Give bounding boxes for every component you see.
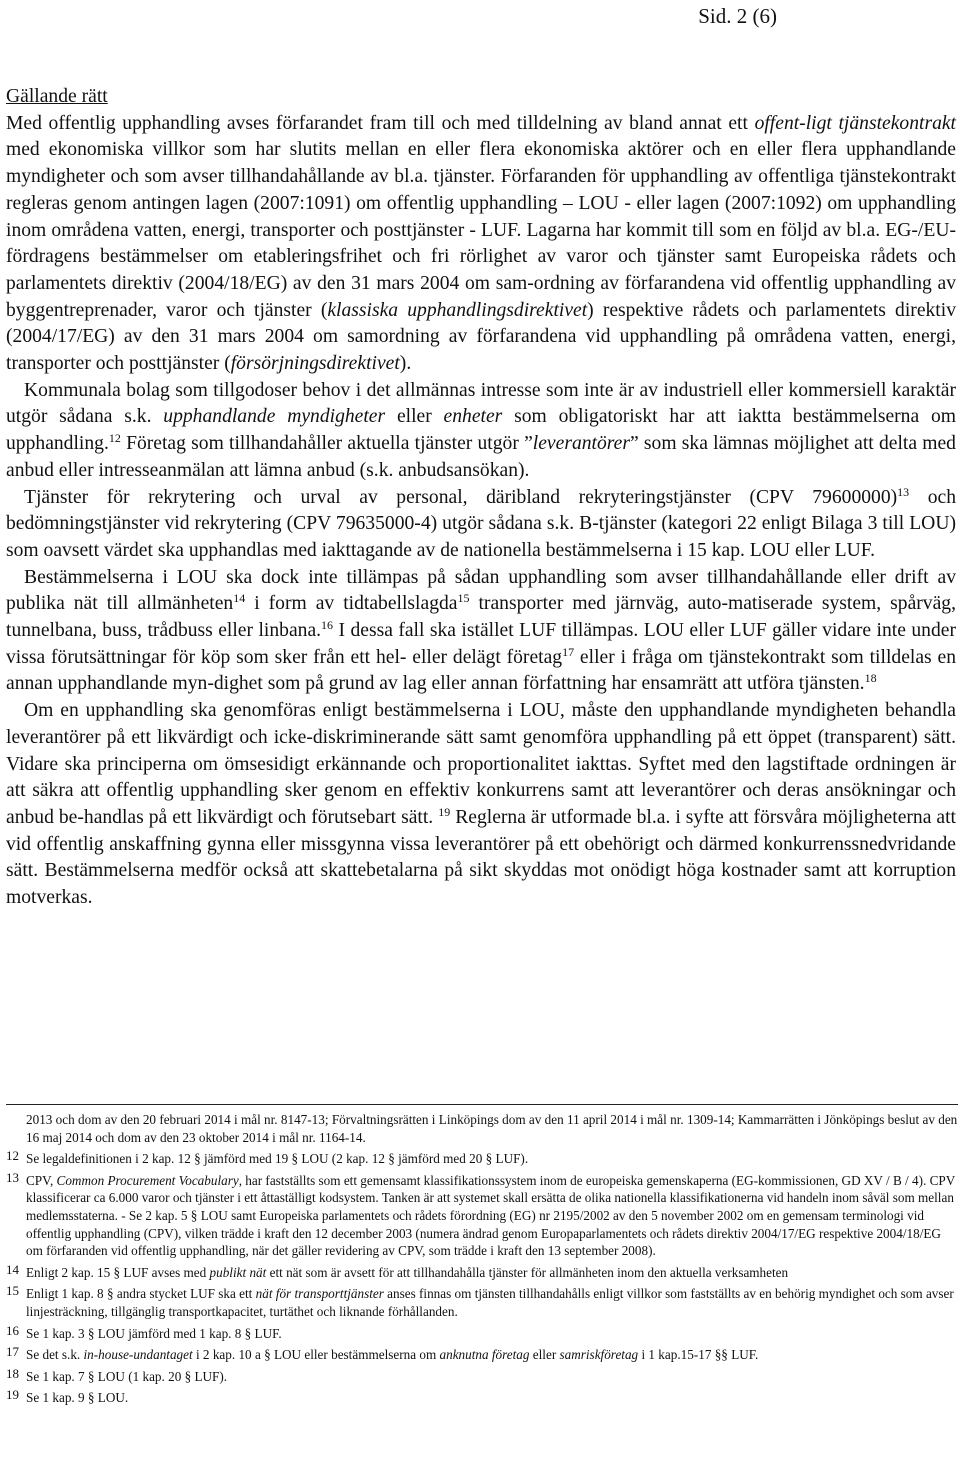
footnote <box>6 1261 958 1282</box>
footnote-ref: 17 <box>562 644 575 659</box>
text-run: med ekonomiska villkor som har slutits mellan en eller flera ekonomiska aktörer och en eller flera upphandlande myndigheter och som avser tillhandahållande av bl.a. tjänster. Förfaranden för upphandling av offentliga tjänstekontrakt regleras genom antingen lagen (2007:1091) om offentlig upphandling – LOU - eller lagen (2007:1092) om upphandling inom områdena vatten, energi, transporter och posttjänster - LUF. Lagarna har kommit till som en följd av bl.a. EG-/EU-fördragens bestämmelser om etableringsfrihet och fri rörlighet av varor och tjänster samt Europeiska rådets och parlamentets direktiv (2004/18/EG) av den 31 mars 2004 om sam-ordning av förfarandena vid offentlig upphandling av byggentreprenader, varor och tjänster ( <box>6 139 956 321</box>
footnote-ref: 14 <box>233 591 246 606</box>
text-run: I dessa fall ska istället LUF tillämpas. LOU eller LUF gäller vidare inte under vissa förutsättningar för köp som sker från ett hel- eller delägt företag <box>6 620 956 668</box>
italic-text: enheter <box>443 406 503 428</box>
footnote <box>6 1389 958 1407</box>
footnote <box>6 1365 958 1386</box>
text-run: CPV, <box>26 1172 57 1188</box>
text-run: Se legaldefinitionen i 2 kap. 12 § jämförd med 19 § LOU (2 kap. 12 § jämförd med 20 § LUF). <box>26 1151 529 1167</box>
text-run: i 1 kap.15-17 §§ LUF. <box>638 1347 759 1363</box>
text-run: Se 1 kap. 7 § LOU (1 kap. 20 § LUF). <box>26 1368 228 1384</box>
footnote-number: 17 <box>6 1344 19 1360</box>
text-run: eller <box>385 406 444 428</box>
footnote-separator <box>6 1104 958 1105</box>
footnote-ref: 12 <box>108 431 121 446</box>
text-run: Se 1 kap. 9 § LOU. <box>26 1390 129 1406</box>
text-run: , har fastställts som ett gemensamt klassifikationssystem inom de europeiska gemenskaperna (EG-kommissionen, GD XV / B / 4). CPV klassificerar ca 6.000 varor och tjänster i ett åttaställigt kodsystem. Tanken är att systemet skall ersätta de olika nationella klassifikationerna vid handeln inom såväl som mellan medlemsstaterna. - Se 2 kap. 5 § LOU samt Europeiska parlamentets och rådets förordning (EG) nr 2195/2002 av den 5 november 2002 om en gemensam terminologi vid offentlig upphandling (CPV), vilken trädde i kraft den 12 december 2003 (numera ändrad genom Europaparlamentets och rådets direktiv 2004/17/EG respektive 2004/18/EG om förfaranden vid offentlig upphandling, när det gäller revidering av CPV, som trädde i kraft den 13 september 2008). <box>26 1172 956 1259</box>
text-run: eller i fråga om tjänstekontrakt som tilldelas en annan upphandlande myn-dighet som på grund av lag eller annan författning har ensamrätt att utföra tjänsten. <box>6 646 956 695</box>
footnote <box>6 1169 958 1260</box>
footnote-number: 12 <box>6 1148 19 1164</box>
italic-text: nät för transporttjänster <box>255 1286 384 1302</box>
footnote-continuation: 2013 och dom av den 20 februari 2014 i mål nr. 8147-13; Förvaltningsrätten i Linköpings dom av den 11 april 2014 i mål nr. 1309-14; Kammarrätten i Jönköpings beslut av den 16 maj 2014 och dom av den 23 oktober 2014 i mål nr. 1164-14. <box>26 1112 958 1145</box>
text-run: i 2 kap. 10 a § LOU eller bestämmelserna om <box>192 1347 440 1363</box>
text-run: Kommunala bolag som tillgodoser behov i det allmännas intresse som inte är av industriell eller kommersiell karaktär utgör sådana s.k. <box>6 379 956 428</box>
footnote-ref: 19 <box>438 804 451 819</box>
text-run: ” som ska lämnas möjlighet att delta med anbud eller intresseanmälan att lämna anbud (s.k. anbudsansökan). <box>6 433 956 481</box>
text-run: och bedömningstjänster vid rekrytering (CPV 79635000-4) utgör sådana s.k. B-tjänster (kategori 22 enligt Bilaga 3 till LOU) som oavsett värdet ska upphandlas med iakttagande av de nationella bestämmelserna i 15 kap. LOU eller LUF. <box>6 486 956 561</box>
italic-text: klassiska upphandlingsdirektivet <box>327 299 588 321</box>
footnote-list <box>6 1150 958 1407</box>
footnote-number: 18 <box>6 1365 19 1381</box>
footnote <box>6 1346 958 1364</box>
paragraph <box>6 111 956 378</box>
text-run: Enligt 2 kap. 15 § LUF avses med <box>26 1264 210 1280</box>
italic-text: upphandlande myndigheter <box>163 406 386 428</box>
main-body <box>6 84 956 912</box>
text-run: ett nät som är avsett för att tillhandahålla tjänster för allmänheten inom den aktuella verksamheten <box>266 1264 789 1280</box>
text-run: ) respektive rådets och parlamentets direktiv (2004/17/EG) av den 31 mars 2004 om samordning av förfarandena vid upphandling på områdena vatten, energi, transporter och posttjänster ( <box>6 299 956 375</box>
text-run: transporter med järnväg, auto-matiserade system, spårväg, tunnelbana, buss, trådbuss eller linbana. <box>6 593 956 642</box>
text-run: Företag som tillhandahåller aktuella tjänster utgör ” <box>120 433 533 455</box>
italic-text: offent-ligt tjänstekontrakt <box>754 112 957 134</box>
text-run: ). <box>399 353 412 375</box>
footnote-ref: 15 <box>457 591 470 606</box>
footnote-number: 13 <box>6 1169 19 1185</box>
footnote-number: 15 <box>6 1283 19 1299</box>
text-run: i form av tidtabellslagda <box>245 593 458 615</box>
page-number: Sid. 2 (6) <box>698 4 777 28</box>
italic-text: publikt nät <box>209 1264 267 1280</box>
text-run: Reglerna är utformade bl.a. i syfte att försvåra möjligheterna att vid offentlig anskaffning gynna eller missgynna vissa leverantörer på ett obehörigt och därmed konkurrenssnedvridande sätt. Bestämmelserna medför också att skattebetalarna på sikt skyddas mot onödigt höga kostnader samt att korruption motverkas. <box>6 806 956 909</box>
footnotes <box>6 1111 958 1407</box>
footnote-ref: 13 <box>897 484 910 499</box>
italic-text: anknutna företag <box>439 1347 530 1363</box>
footnote-ref: 16 <box>321 618 334 633</box>
italic-text: leverantörer <box>532 433 630 455</box>
italic-text: Common Procurement Vocabulary <box>56 1172 239 1188</box>
text-run: Med offentlig upphandling avses förfarandet fram till och med tilldelning av bland annat ett <box>6 112 755 134</box>
footnote <box>6 1285 958 1320</box>
paragraph <box>6 485 956 565</box>
italic-text: försörjningsdirektivet <box>230 353 400 375</box>
text-run: Enligt 1 kap. 8 § andra stycket LUF ska ett <box>26 1286 256 1302</box>
section-heading: Gällande rätt <box>6 86 108 107</box>
text-run: Om en upphandling ska genomföras enligt bestämmelserna i LOU, måste den upphandlande myndigheten behandla leverantörer på ett likvärdigt och icke-diskriminerande sätt samt genomföra upphandling på ett öppet (transparent) sätt. Vidare ska principerna om ömsesidigt erkännande och proportionalitet iakttas. Syftet med den lagstiftade ordningen är att säkra att offentlig upphandling sker genom en effektiv konkurrens samt att leverantörer och deras ansökningar och anbud be-handlas på ett likvärdigt och förutsebart sätt. <box>6 700 956 828</box>
paragraph <box>6 565 956 699</box>
text-run: som obligatoriskt har att iaktta bestämmelserna om upphandling. <box>6 406 956 455</box>
text-run: anses finnas om tjänsten tillhandahålls enligt villkor som fastställts av en behörig myndighet och som avser linjesträckning, tillgänglig transportkapacitet, turtäthet och liknande förhållanden. <box>26 1286 954 1319</box>
footnote-number: 16 <box>6 1322 19 1338</box>
text-run: Se det s.k. <box>26 1347 84 1363</box>
text-run: Tjänster för rekrytering och urval av personal, däribland rekryteringstjänster (CPV 79600000) <box>24 486 898 508</box>
footnote-number: 14 <box>6 1261 19 1277</box>
footnote <box>6 1150 958 1168</box>
italic-text: samriskföretag <box>559 1347 639 1363</box>
text-run: Bestämmelserna i LOU ska dock inte tillämpas på sådan upphandling som avser tillhandahållande eller drift av publika nät till allmänheten <box>6 566 956 615</box>
text-run: eller <box>529 1347 560 1363</box>
footnote-number: 19 <box>6 1387 19 1403</box>
footnote-ref: 18 <box>864 671 877 686</box>
paragraph <box>6 378 956 485</box>
footnote <box>6 1322 958 1343</box>
italic-text: in-house-undantaget <box>83 1347 193 1363</box>
text-run: Se 1 kap. 3 § LOU jämförd med 1 kap. 8 § LUF. <box>26 1325 282 1341</box>
paragraph <box>6 698 956 912</box>
